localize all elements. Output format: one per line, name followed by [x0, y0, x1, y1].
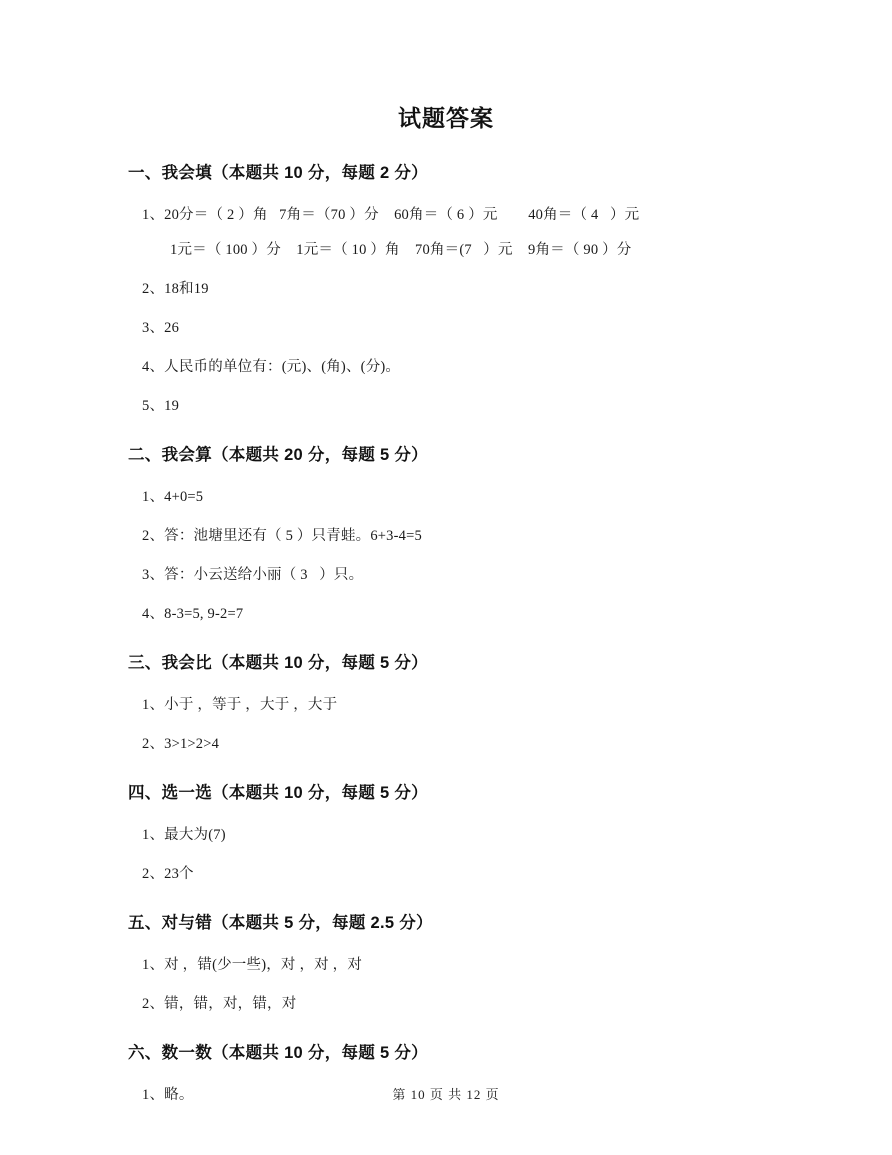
answer-line: 5、19 [142, 398, 180, 414]
answer-line: 1、对 ，错(少一些)，对 ，对 ，对 [142, 957, 363, 973]
section-multiple-choice [128, 753, 764, 883]
answer-line: 1、最大为(7) [142, 827, 226, 843]
answer-line: 2、错，错，对，错，对 [142, 996, 297, 1012]
answer-line: 3、答：小云送给小丽（ 3 ）只。 [142, 567, 364, 583]
section-heading: 六、数一数（本题共 10 分，每题 5 分） [128, 1044, 428, 1062]
answer-line: 2、23个 [142, 866, 194, 882]
answer-line: 2、答：池塘里还有（ 5 ）只青蛙。6+3-4=5 [142, 528, 422, 544]
section-calculation [128, 415, 764, 623]
section-fill-in-blank [128, 133, 764, 415]
answer-line: 1、20分＝（ 2 ）角 7角＝（70 ）分 60角＝（ 6 ）元 40角＝（ 4 ）元 [142, 207, 640, 223]
answer-line: 1、4+0=5 [142, 489, 204, 505]
section-true-false [128, 883, 764, 1013]
page-title: 试题答案 [398, 105, 494, 131]
answer-line: 2、3>1>2>4 [142, 736, 220, 752]
answer-line: 1、略。 [142, 1087, 194, 1103]
page-footer: 第 10 页 共 12 页 [392, 1087, 500, 1102]
answer-line: 1元＝（ 100 ）分 1元＝（ 10 ）角 70角＝(7 ）元 9角＝（ 90 ）分 [170, 242, 632, 258]
answer-line: 4、人民币的单位有：(元)、(角)、(分)。 [142, 359, 401, 375]
section-heading: 三、我会比（本题共 10 分，每题 5 分） [128, 654, 428, 672]
section-comparison [128, 623, 764, 753]
section-heading: 一、我会填（本题共 10 分，每题 2 分） [128, 164, 428, 182]
answer-line: 2、18和19 [142, 281, 209, 297]
answer-line: 1、小于 ，等于 ，大于 ，大于 [142, 697, 338, 713]
section-heading: 二、我会算（本题共 20 分，每题 5 分） [128, 446, 428, 464]
answer-line: 4、8-3=5, 9-2=7 [142, 606, 244, 622]
section-heading: 五、对与错（本题共 5 分，每题 2.5 分） [128, 914, 433, 932]
answer-line: 3、26 [142, 320, 180, 336]
section-heading: 四、选一选（本题共 10 分，每题 5 分） [128, 784, 428, 802]
